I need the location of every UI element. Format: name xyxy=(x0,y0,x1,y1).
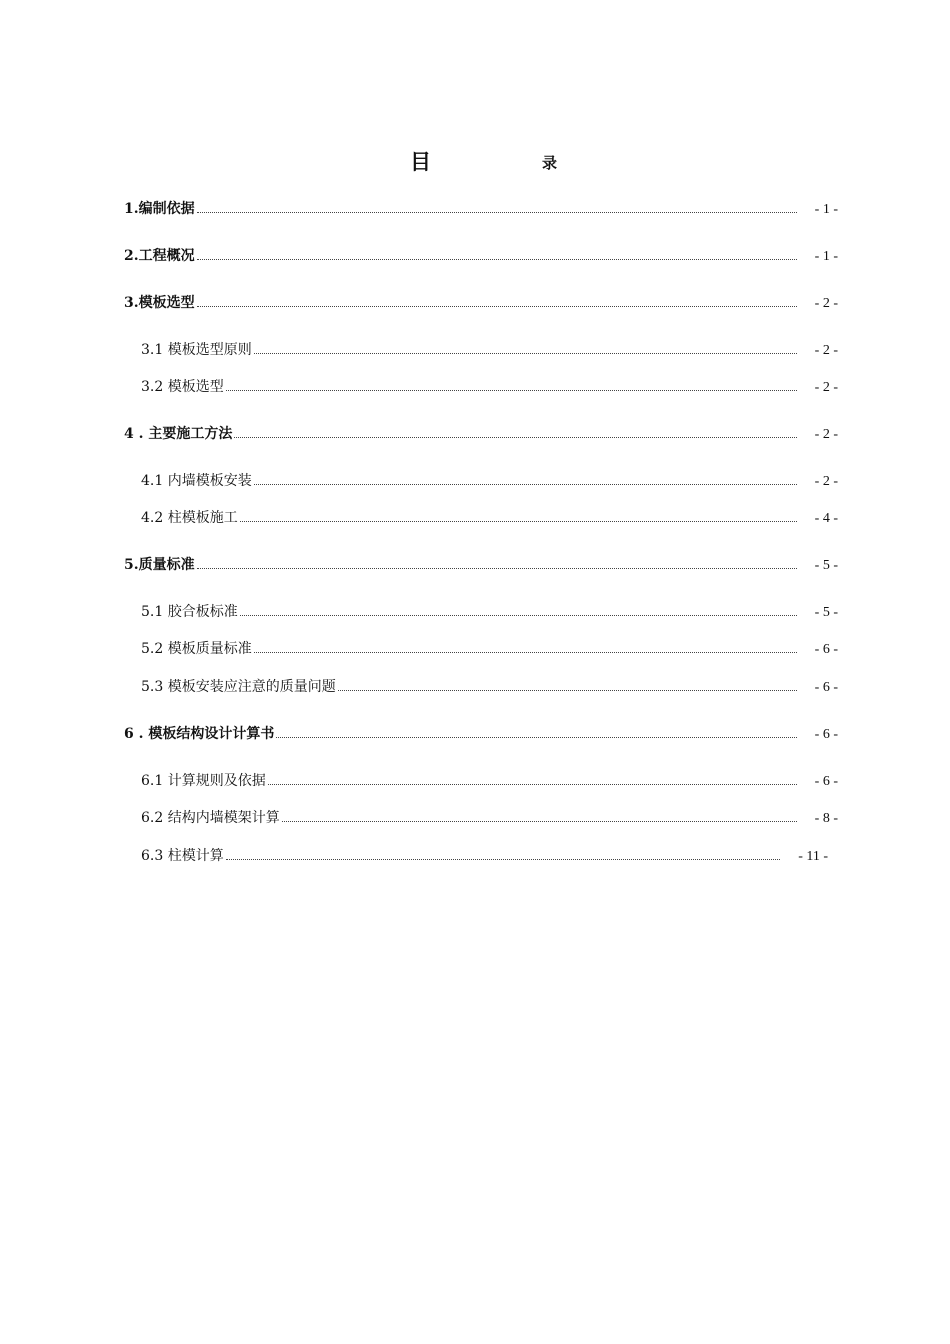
toc-entry[interactable] xyxy=(141,807,838,827)
toc-dot-leader xyxy=(254,651,797,653)
toc-entry-label: 5.质量标准 xyxy=(124,557,195,573)
toc-entry-label: 3.2 模板选型 xyxy=(141,379,224,395)
toc-entry[interactable] xyxy=(141,376,838,396)
toc-entry-page-number: - 8 - xyxy=(814,811,838,826)
toc-entry[interactable] xyxy=(141,770,838,790)
toc-entry-label: 4.1 内墙模板安装 xyxy=(141,473,252,489)
toc-dot-leader xyxy=(276,736,796,738)
toc-entry[interactable] xyxy=(141,601,838,621)
toc-entry-page-number: - 1 - xyxy=(814,249,838,264)
toc-title-char-2: 录 xyxy=(542,154,558,172)
toc-entry[interactable] xyxy=(124,554,838,574)
toc-entry[interactable] xyxy=(141,507,838,527)
toc-entry[interactable] xyxy=(141,339,838,359)
toc-dot-leader xyxy=(234,436,796,438)
toc-title-char-1: 目 xyxy=(410,149,431,174)
toc-entry-label: 1.编制依据 xyxy=(124,201,195,217)
toc-entry-label: 6.2 结构内墙模架计算 xyxy=(141,810,280,826)
toc-title xyxy=(0,146,950,176)
toc-dot-leader xyxy=(240,614,797,616)
toc-entry-page-number: - 11 - xyxy=(798,849,828,864)
toc-entry[interactable] xyxy=(141,638,838,658)
toc-entry[interactable] xyxy=(141,470,838,490)
toc-entry-label: 6 . 模板结构设计计算书 xyxy=(124,726,275,742)
toc-entry-label: 5.1 胶合板标准 xyxy=(141,604,238,620)
toc-dot-leader xyxy=(282,820,797,822)
toc-entry[interactable] xyxy=(124,723,838,743)
toc-entry-page-number: - 2 - xyxy=(814,380,838,395)
toc-dot-leader xyxy=(197,258,797,260)
toc-entry-page-number: - 5 - xyxy=(814,605,838,620)
toc-dot-leader xyxy=(338,689,797,691)
toc-entry[interactable] xyxy=(141,845,828,865)
toc-entry-page-number: - 6 - xyxy=(814,680,838,695)
toc-entry-page-number: - 1 - xyxy=(814,202,838,217)
toc-entry-label: 2.工程概况 xyxy=(124,248,195,264)
toc-entry[interactable] xyxy=(124,423,838,443)
toc-entry-label: 4.2 柱模板施工 xyxy=(141,510,238,526)
toc-dot-leader xyxy=(240,520,797,522)
toc-entry-page-number: - 6 - xyxy=(814,727,838,742)
toc-entry-page-number: - 2 - xyxy=(814,427,838,442)
toc-entry-label: 4 . 主要施工方法 xyxy=(124,426,233,442)
toc-dot-leader xyxy=(197,305,797,307)
toc-dot-leader xyxy=(197,211,797,213)
toc-dot-leader xyxy=(254,352,797,354)
toc-entry-label: 5.2 模板质量标准 xyxy=(141,641,252,657)
toc-dot-leader xyxy=(226,389,797,391)
toc-dot-leader xyxy=(197,567,797,569)
toc-entry-label: 6.1 计算规则及依据 xyxy=(141,773,266,789)
toc-entry-page-number: - 2 - xyxy=(814,474,838,489)
toc-entry-page-number: - 2 - xyxy=(814,296,838,311)
toc-entry-label: 5.3 模板安装应注意的质量问题 xyxy=(141,679,336,695)
toc-entry[interactable] xyxy=(141,676,838,696)
toc-entry-page-number: - 2 - xyxy=(814,343,838,358)
toc-entry-label: 3.1 模板选型原则 xyxy=(141,342,252,358)
toc-entry-label: 3.模板选型 xyxy=(124,295,195,311)
toc-entry-page-number: - 5 - xyxy=(814,558,838,573)
toc-entry[interactable] xyxy=(124,292,838,312)
toc-entry[interactable] xyxy=(124,198,838,218)
toc-entry-page-number: - 6 - xyxy=(814,774,838,789)
toc-dot-leader xyxy=(268,783,797,785)
toc-entry-page-number: - 4 - xyxy=(814,511,838,526)
toc-dot-leader xyxy=(254,483,797,485)
toc-entry[interactable] xyxy=(124,245,838,265)
toc-entry-label: 6.3 柱模计算 xyxy=(141,848,224,864)
toc-entry-page-number: - 6 - xyxy=(814,642,838,657)
toc-dot-leader xyxy=(226,858,780,860)
